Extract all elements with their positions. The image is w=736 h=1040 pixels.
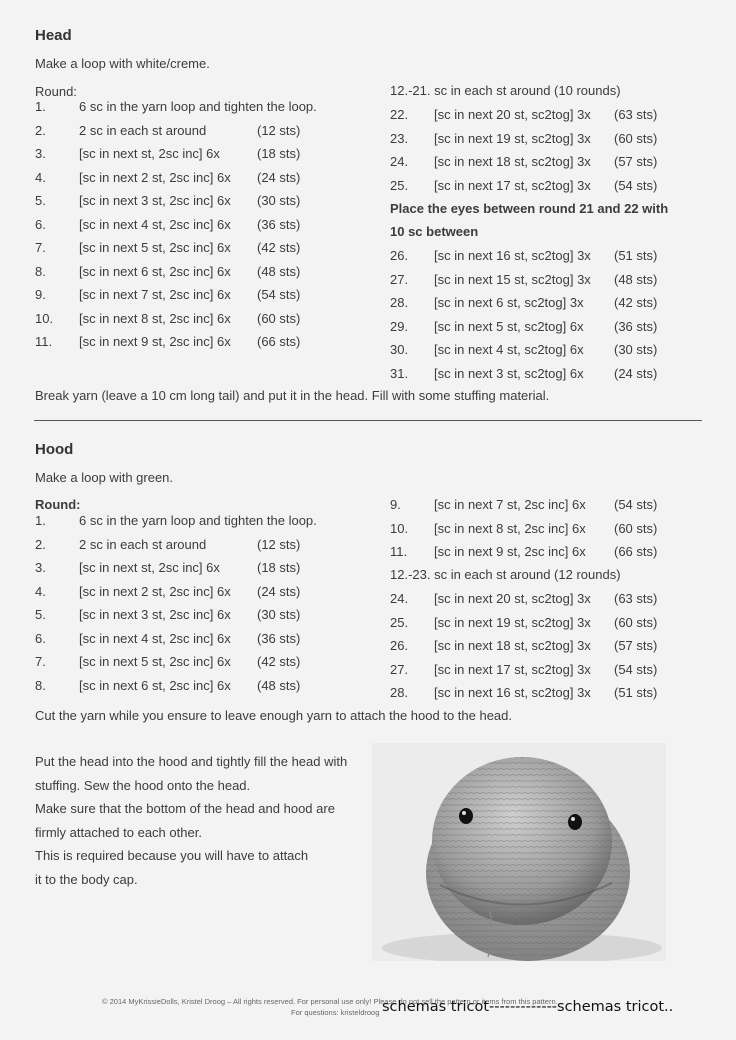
- round-number: 11.: [390, 544, 408, 559]
- round-number: 4.: [35, 169, 46, 185]
- round-number: 10.: [35, 310, 54, 326]
- watermark-stamp: schemas tricot-------------schemas tricot..: [382, 999, 674, 1015]
- round-number: 10.: [390, 520, 409, 536]
- round-number: 28.: [390, 295, 409, 310]
- round-number: 23.: [390, 130, 409, 146]
- round-instruction: [sc in next 15 st, sc2tog] 3x: [434, 271, 591, 287]
- round-instruction: 6 sc in the yarn loop and tighten the loop.: [79, 513, 317, 528]
- round-instruction: [sc in next 5 st, sc2tog] 6x: [434, 318, 584, 334]
- hood-round-label: Round:: [35, 497, 81, 512]
- stitch-count: (30 sts): [614, 342, 658, 357]
- round-instruction: [sc in next 2 st, 2sc inc] 6x: [79, 583, 231, 599]
- cut-yarn-note: Cut the yarn while you ensure to leave enough yarn to attach the hood to the head.: [35, 708, 512, 723]
- stitch-count: (12 sts): [257, 122, 301, 138]
- assembly-line-6: it to the body cap.: [35, 872, 138, 887]
- round-instruction: [sc in next 2 st, 2sc inc] 6x: [79, 169, 231, 185]
- head-rounds-12-21: 12.-21. sc in each st around (10 rounds): [390, 83, 621, 98]
- stitch-count: (51 sts): [614, 685, 658, 700]
- head-title: Head: [35, 27, 72, 44]
- stitch-count: (18 sts): [257, 560, 301, 575]
- hood-rounds-12-23: 12.-23. sc in each st around (12 rounds): [390, 567, 621, 582]
- round-instruction: [sc in next st, 2sc inc] 6x: [79, 146, 220, 161]
- round-instruction: [sc in next 6 st, 2sc inc] 6x: [79, 263, 231, 279]
- stitch-count: (30 sts): [257, 607, 301, 622]
- break-yarn-note: Break yarn (leave a 10 cm long tail) and put it in the head. Fill with some stuffing material.: [35, 388, 550, 403]
- round-instruction: [sc in next 7 st, 2sc inc] 6x: [434, 497, 586, 512]
- stitch-count: (57 sts): [614, 638, 658, 653]
- round-instruction: [sc in next 6 st, sc2tog] 3x: [434, 295, 584, 310]
- stitch-count: (24 sts): [257, 583, 301, 599]
- stitch-count: (54 sts): [614, 497, 658, 512]
- round-instruction: [sc in next 5 st, 2sc inc] 6x: [79, 654, 231, 669]
- round-number: 9.: [35, 287, 46, 302]
- hood-title: Hood: [35, 441, 74, 458]
- round-number: 11.: [35, 334, 53, 349]
- stitch-count: (54 sts): [257, 287, 301, 302]
- round-number: 8.: [35, 263, 46, 279]
- assembly-line-4: firmly attached to each other.: [35, 825, 202, 840]
- round-instruction: [sc in next 17 st, sc2tog] 3x: [434, 177, 591, 193]
- round-number: 30.: [390, 342, 409, 357]
- stitch-count: (60 sts): [614, 520, 658, 536]
- stitch-count: (42 sts): [257, 654, 301, 669]
- round-instruction: [sc in next 3 st, 2sc inc] 6x: [79, 607, 231, 622]
- crochet-head-photo: [372, 743, 666, 961]
- stitch-count: (36 sts): [257, 630, 301, 646]
- round-number: 25.: [390, 614, 409, 630]
- round-number: 22.: [390, 107, 409, 122]
- round-instruction: [sc in next 7 st, 2sc inc] 6x: [79, 287, 231, 302]
- stitch-count: (42 sts): [257, 240, 301, 255]
- stitch-count: (60 sts): [614, 130, 658, 146]
- round-number: 9.: [390, 497, 401, 512]
- stitch-count: (30 sts): [257, 193, 301, 208]
- stitch-count: (57 sts): [614, 154, 658, 169]
- assembly-line-1: Put the head into the hood and tightly fill the head with: [35, 754, 348, 769]
- round-number: 26.: [390, 248, 409, 263]
- round-instruction: [sc in next 6 st, 2sc inc] 6x: [79, 677, 231, 693]
- round-number: 1.: [35, 513, 46, 528]
- stitch-count: (36 sts): [614, 318, 658, 334]
- round-instruction: [sc in next 4 st, sc2tog] 6x: [434, 342, 584, 357]
- round-number: 6.: [35, 630, 46, 646]
- round-number: 4.: [35, 583, 46, 599]
- crochet-head-illustration: [372, 743, 666, 961]
- stitch-count: (12 sts): [257, 536, 301, 552]
- stitch-count: (18 sts): [257, 146, 301, 161]
- round-number: 1.: [35, 99, 46, 114]
- stitch-count: (48 sts): [614, 271, 658, 287]
- stitch-count: (60 sts): [257, 310, 301, 326]
- round-instruction: [sc in next 8 st, 2sc inc] 6x: [79, 310, 231, 326]
- round-instruction: 2 sc in each st around: [79, 536, 207, 552]
- round-instruction: [sc in next 18 st, sc2tog] 3x: [434, 638, 591, 653]
- round-instruction: [sc in next 5 st, 2sc inc] 6x: [79, 240, 231, 255]
- round-number: 5.: [35, 193, 46, 208]
- round-instruction: [sc in next 19 st, sc2tog] 3x: [434, 614, 591, 630]
- head-round-label: Round:: [35, 84, 77, 99]
- round-number: 3.: [35, 146, 46, 161]
- stitch-count: (54 sts): [614, 661, 658, 677]
- stitch-count: (63 sts): [614, 591, 658, 606]
- round-instruction: 2 sc in each st around: [79, 122, 207, 138]
- round-number: 24.: [390, 591, 409, 606]
- round-instruction: [sc in next 17 st, sc2tog] 3x: [434, 661, 591, 677]
- eyes-note-line1: Place the eyes between round 21 and 22 with: [390, 201, 669, 216]
- round-instruction: [sc in next 18 st, sc2tog] 3x: [434, 154, 591, 169]
- questions-contact: For questions: kristeldroog: [291, 1008, 380, 1017]
- hood-intro: Make a loop with green.: [35, 470, 174, 485]
- section-divider: [34, 420, 702, 421]
- round-number: 7.: [35, 654, 46, 669]
- round-number: 28.: [390, 685, 409, 700]
- round-instruction: 6 sc in the yarn loop and tighten the loop.: [79, 99, 317, 114]
- stitch-count: (66 sts): [257, 334, 301, 349]
- stitch-count: (36 sts): [257, 216, 301, 232]
- stitch-count: (63 sts): [614, 107, 658, 122]
- round-instruction: [sc in next 9 st, 2sc inc] 6x: [434, 544, 586, 559]
- eyes-note-line2: 10 sc between: [390, 224, 479, 239]
- round-number: 25.: [390, 177, 409, 193]
- round-instruction: [sc in next 3 st, sc2tog] 6x: [434, 365, 584, 381]
- round-number: 5.: [35, 607, 46, 622]
- assembly-line-3: Make sure that the bottom of the head and hood are: [35, 801, 335, 816]
- round-number: 6.: [35, 216, 46, 232]
- round-number: 8.: [35, 677, 46, 693]
- stitch-count: (24 sts): [614, 365, 658, 381]
- round-instruction: [sc in next 19 st, sc2tog] 3x: [434, 130, 591, 146]
- round-number: 7.: [35, 240, 46, 255]
- stitch-count: (66 sts): [614, 544, 658, 559]
- round-number: 31.: [390, 365, 409, 381]
- stitch-count: (48 sts): [257, 263, 301, 279]
- stitch-count: (48 sts): [257, 677, 301, 693]
- round-number: 27.: [390, 661, 409, 677]
- round-instruction: [sc in next 16 st, sc2tog] 3x: [434, 685, 591, 700]
- stitch-count: (60 sts): [614, 614, 658, 630]
- round-number: 26.: [390, 638, 409, 653]
- round-instruction: [sc in next 3 st, 2sc inc] 6x: [79, 193, 231, 208]
- round-instruction: [sc in next 20 st, sc2tog] 3x: [434, 107, 591, 122]
- round-instruction: [sc in next 9 st, 2sc inc] 6x: [79, 334, 231, 349]
- stitch-count: (54 sts): [614, 177, 658, 193]
- stitch-count: (24 sts): [257, 169, 301, 185]
- head-intro: Make a loop with white/creme.: [35, 56, 210, 71]
- round-instruction: [sc in next 20 st, sc2tog] 3x: [434, 591, 591, 606]
- round-number: 24.: [390, 154, 409, 169]
- stitch-count: (42 sts): [614, 295, 658, 310]
- assembly-line-5: This is required because you will have to attach: [35, 848, 309, 863]
- round-instruction: [sc in next st, 2sc inc] 6x: [79, 560, 220, 575]
- round-number: 2.: [35, 536, 46, 552]
- copyright-notice: © 2014 MyKrissieDolls, Kristel Droog – All rights reserved. For personal use only! Please do not sell the pattern or items from this pattern.: [102, 997, 558, 1006]
- round-number: 27.: [390, 271, 409, 287]
- round-instruction: [sc in next 4 st, 2sc inc] 6x: [79, 216, 231, 232]
- round-number: 2.: [35, 122, 46, 138]
- round-instruction: [sc in next 4 st, 2sc inc] 6x: [79, 630, 231, 646]
- round-instruction: [sc in next 16 st, sc2tog] 3x: [434, 248, 591, 263]
- stitch-count: (51 sts): [614, 248, 658, 263]
- round-number: 3.: [35, 560, 46, 575]
- round-number: 29.: [390, 318, 409, 334]
- round-instruction: [sc in next 8 st, 2sc inc] 6x: [434, 520, 586, 536]
- assembly-line-2: stuffing. Sew the hood onto the head.: [35, 778, 251, 793]
